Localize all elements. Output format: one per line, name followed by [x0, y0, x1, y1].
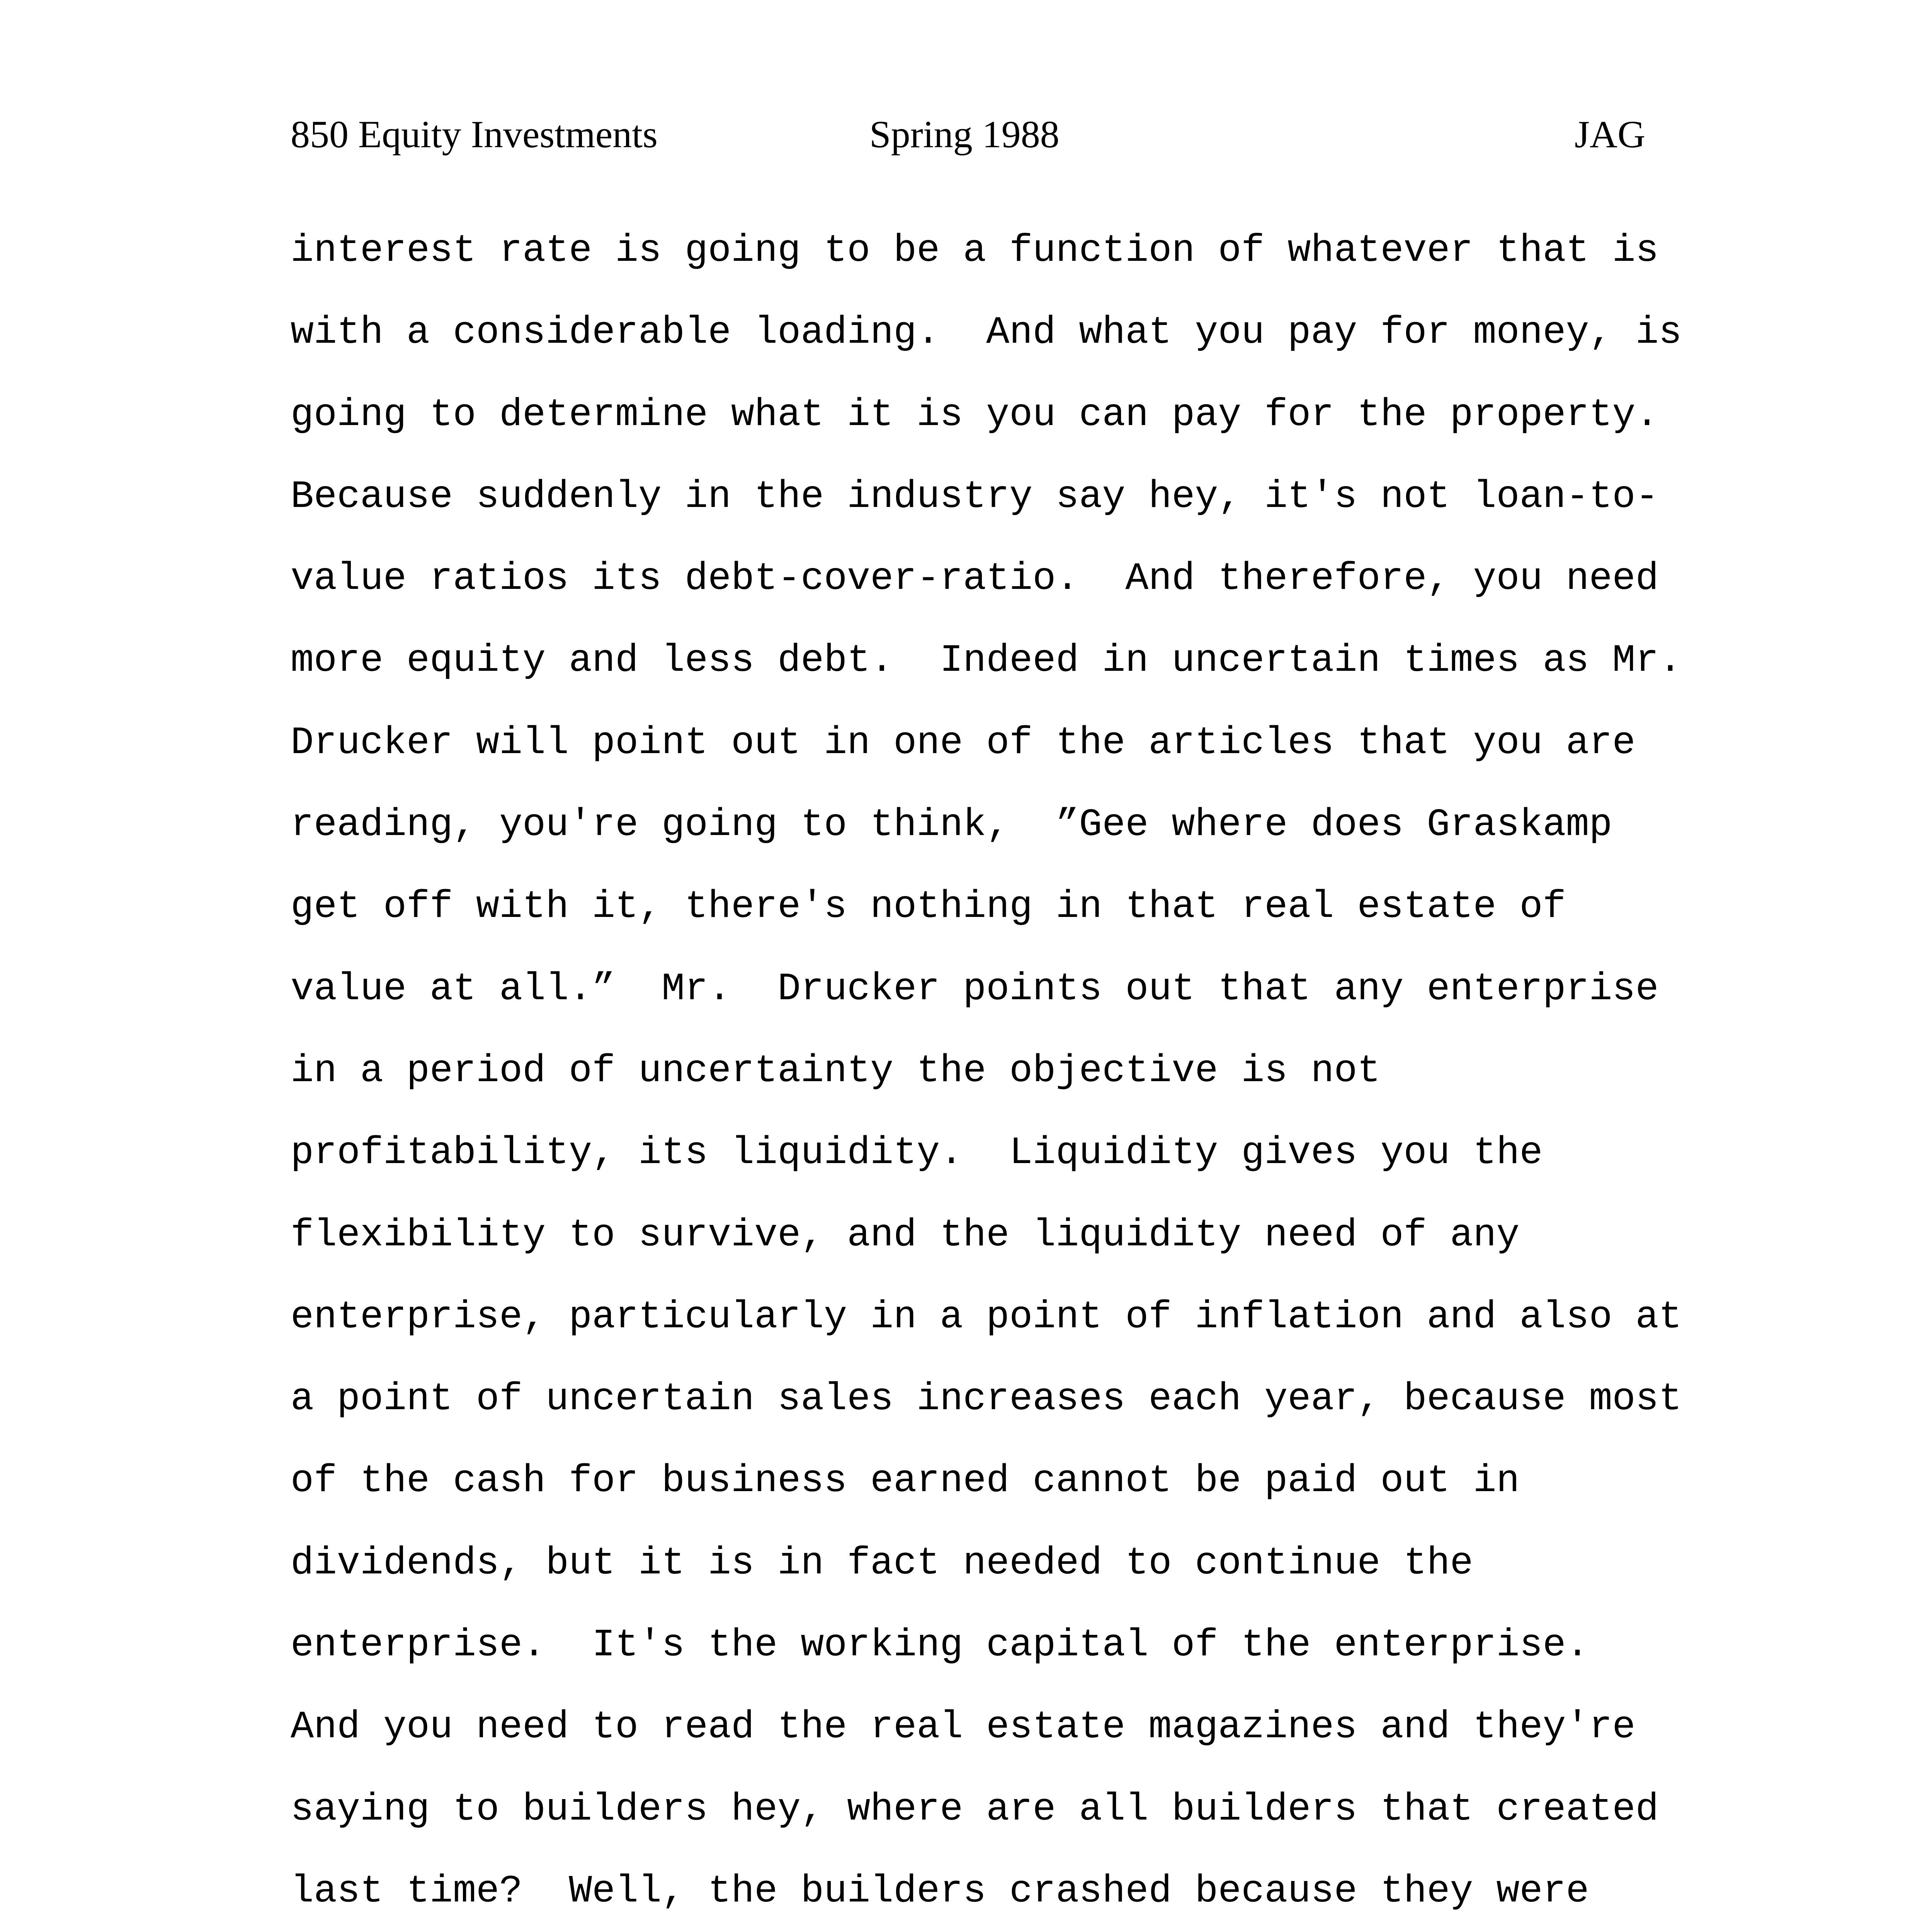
text-line: going to determine what it is you can pay for the property.: [291, 393, 1659, 437]
text-line: And you need to read the real estate magazines and they're: [291, 1706, 1636, 1750]
text-line: get off with it, there's nothing in that real estate of: [291, 885, 1566, 929]
text-line: reading, you're going to think, ”Gee where does Graskamp: [291, 803, 1612, 847]
header-author-initials: JAG: [1575, 113, 1646, 156]
text-line: flexibility to survive, and the liquidity need of any: [291, 1213, 1520, 1257]
text-line: enterprise. It's the working capital of the enterprise.: [291, 1624, 1589, 1668]
header-course-title: 850 Equity Investments: [291, 113, 658, 156]
text-line: value at all.” Mr. Drucker points out that any enterprise: [291, 967, 1659, 1011]
text-line: Because suddenly in the industry say hey, it's not loan-to-: [291, 475, 1659, 519]
text-line: saying to builders hey, where are all builders that created: [291, 1787, 1659, 1832]
text-line: interest rate is going to be a function of whatever that is: [291, 229, 1659, 273]
text-line: more equity and less debt. Indeed in uncertain times as Mr.: [291, 639, 1682, 683]
header-term: Spring 1988: [869, 113, 1060, 156]
text-line: last time? Well, the builders crashed because they were: [291, 1869, 1589, 1913]
text-line: of the cash for business earned cannot be paid out in: [291, 1459, 1520, 1503]
text-line: enterprise, particularly in a point of inflation and also at: [291, 1295, 1682, 1339]
text-line: profitability, its liquidity. Liquidity gives you the: [291, 1131, 1543, 1175]
transcript-body: [291, 224, 1720, 1932]
text-line: in a period of uncertainty the objective is not: [291, 1049, 1381, 1093]
text-line: with a considerable loading. And what you pay for money, is: [291, 311, 1682, 355]
text-line: Drucker will point out in one of the articles that you are: [291, 721, 1636, 765]
text-line: dividends, but it is in fact needed to continue the: [291, 1541, 1473, 1585]
text-line: value ratios its debt-cover-ratio. And therefore, you need: [291, 557, 1659, 601]
text-line: a point of uncertain sales increases each year, because most: [291, 1378, 1682, 1422]
